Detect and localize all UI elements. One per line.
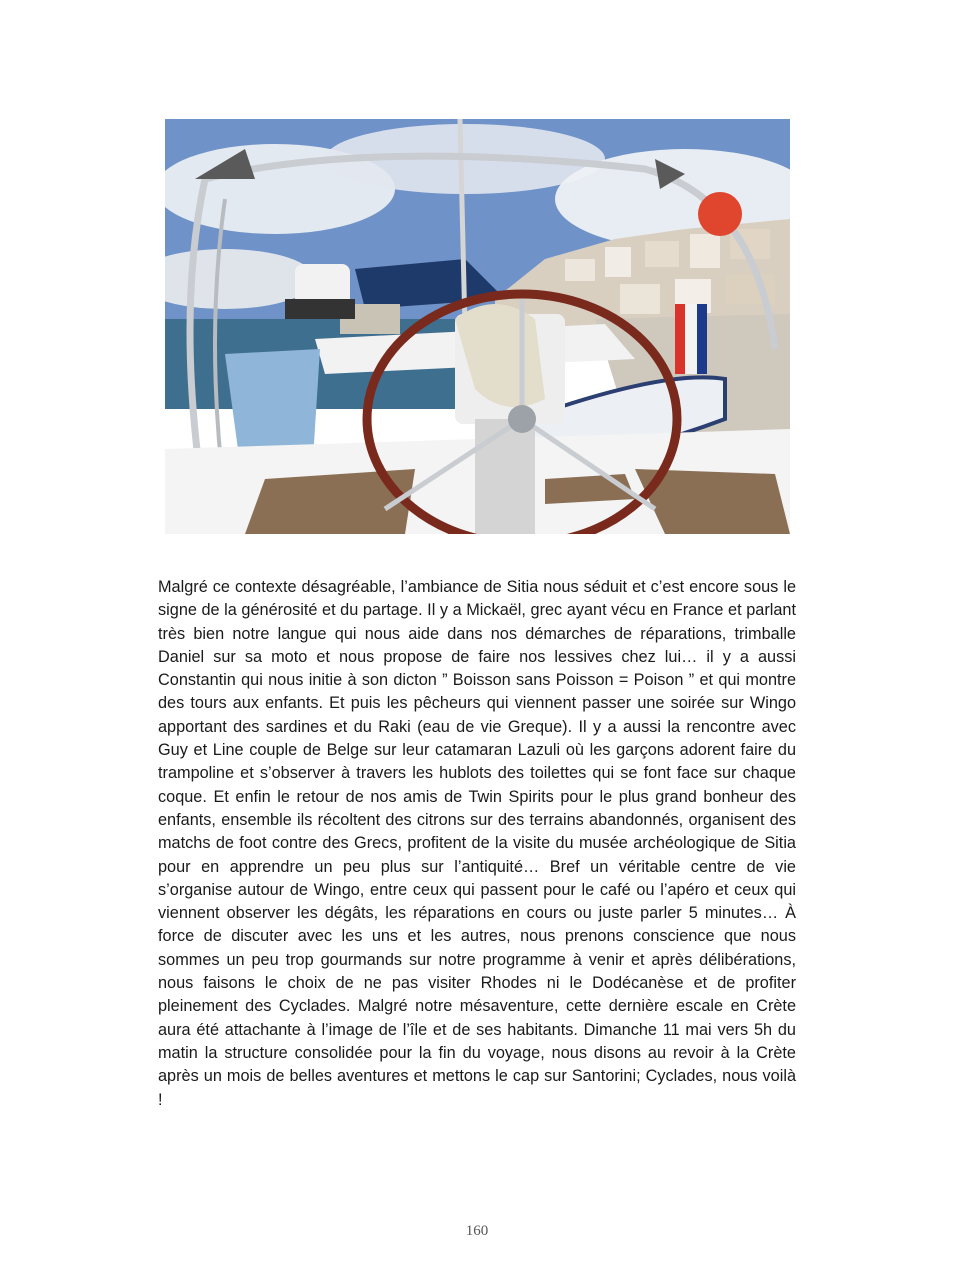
body-paragraph: Malgré ce contexte désagréable, l’ambiance de Sitia nous séduit et c’est encore sous le signe de la générosité et du partage. Il y a Mickaël, grec ayant vécu en France et parlant très bien notre langue qui nous aide dans nos démarches de réparations, trimballe Daniel sur sa moto et nous propose de faire nos lessives chez lui… il y a aussi Constantin qui nous initie à son dicton ” Boisson sans Poisson = Poison ” et qui montre des tours aux enfants. Et puis les pêcheurs qui viennent passer une soirée sur Wingo apportant des sardines et du Raki (eau de vie Greque). Il y a aussi la rencontre avec Guy et Line couple de Belge sur leur catamaran Lazuli où les garçons adorent faire du trampoline et s’observer à travers les hublots des toilettes qui se font face sur chaque coque. Et enfin le retour de nos amis de Twin Spirits pour le plus grand bonheur des enfants, ensemble ils récoltent des citrons sur des terrains abandonnés, organisent des matchs de foot contre des Grecs, profitent de la visite du musée archéologique de Sitia pour en apprendre un peu plus sur l’antiquité… Bref un véritable centre de vie s’organise autour de Wingo, entre ceux qui passent pour le café ou l’apéro et ceux qui viennent observer les dégâts, les réparations en cours ou juste parler 5 minutes… À force de discuter avec les uns et les autres, nous prenons conscience que nous sommes un peu trop gourmands sur notre programme à venir et après délibérations, nous faisons le choix de ne pas visiter Rhodes ni le Dodécanèse et de profiter pleinement des Cyclades. Malgré notre mésaventure, cette dernière escale en Crète aura été attachante à l’image de l’île et de ses habitants. Dimanche 11 mai vers 5h du matin la structure consolidée pour la fin du voyage, nous disons au revoir à la Crète après un mois de belles aventures et mettons le cap sur Santorini; Cyclades, nous voilà ! [158,578,796,1109]
sailboat-cockpit-photo [165,119,790,534]
page-number: 160 [465,1223,489,1239]
